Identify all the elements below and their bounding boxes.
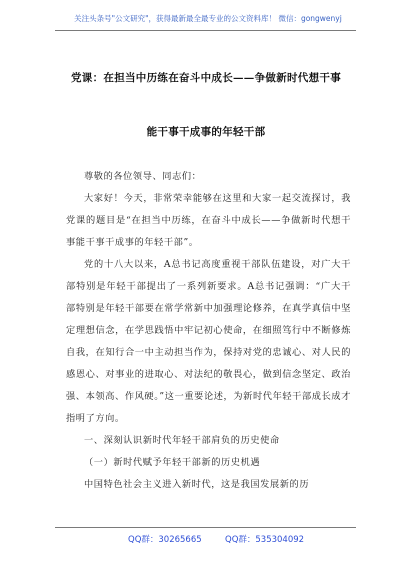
paragraph: 大家好！今天，非常荣幸能够在这里和大家一起交流探讨，我党课的题目是“在担当中历练，在奋斗中成长——争做新时代想干事能干事干成事的年轻干部”。 xyxy=(66,193,351,248)
header-divider xyxy=(55,30,356,31)
salutation: 尊敬的各位领导、同志们： xyxy=(84,171,202,182)
footer-divider xyxy=(55,527,356,528)
footer-qq-group-1: QQ群：30265665 xyxy=(128,535,202,545)
section-heading: 一、深刻认识新时代年轻干部肩负的历史使命 xyxy=(84,435,280,446)
document-body xyxy=(66,166,351,496)
document-title-line-2: 能干事干成事的年轻干部 xyxy=(146,126,266,138)
paragraph: 党的十八大以来，A总书记高度重视干部队伍建设，对广大干部特别是年轻干部提出了一系列新要求。A总书记强调：“广大干部特别是年轻干部要在常学常新中加强理论修养，在真学真信中坚定理想信念，在学思践悟中牢记初心使命，在细照笃行中不断修炼自我，在知行合一中主动担当作为，保持对党的忠诚心、对人民的感恩心、对事业的进取心、对法纪的敬畏心，做到信念坚定、政治强、本领高、作风硬。”这一重要论述，为新时代年轻干部成长成才指明了方向。 xyxy=(66,259,351,424)
document-title-line-1: 党课：在担当中历练在奋斗中成长——争做新时代想干事 xyxy=(71,72,341,84)
subsection-heading: （一）新时代赋予年轻干部新的历史机遇 xyxy=(84,457,261,468)
top-banner: 关注头条号"公文研究"，获得最新最全最专业的公文资料库！ 微信：gongwenyj xyxy=(74,14,342,23)
paragraph: 中国特色社会主义进入新时代，这是我国发展新的历 xyxy=(84,479,310,490)
footer-qq-group-2: QQ群：535304092 xyxy=(225,535,305,545)
